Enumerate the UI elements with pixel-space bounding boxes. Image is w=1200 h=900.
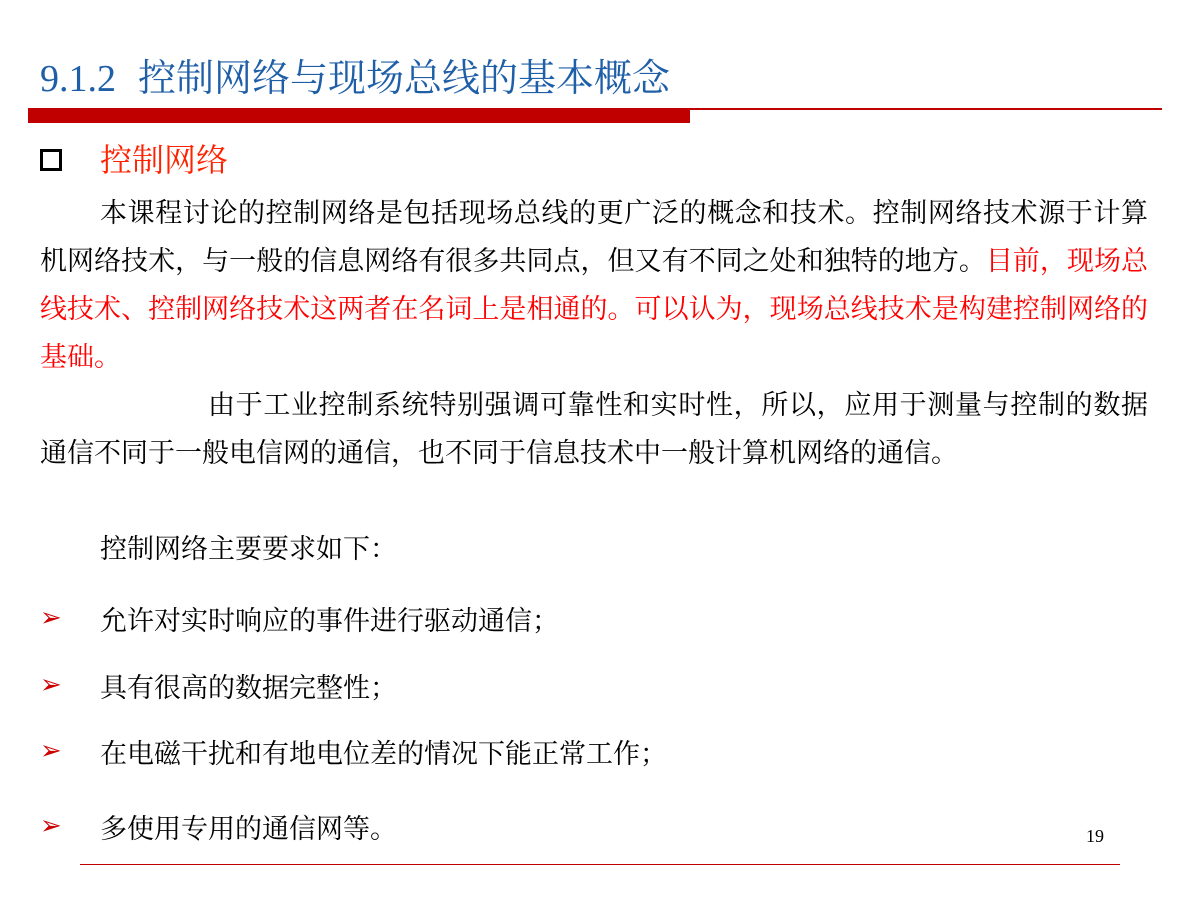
paragraph-3: 控制网络主要要求如下：	[100, 534, 397, 565]
slide-title	[40, 52, 670, 104]
paragraph-2: 由于工业控制系统特别强调可靠性和实时性，所以，应用于测量与控制的数据通信不同于一般电信网的通信，也不同于信息技术中一般计算机网络的通信。	[40, 390, 1148, 469]
paragraph-1-text: 本课程讨论的控制网络是包括现场总线的更广泛的概念和技术。控制网络技术源于计算机网络技术，与一般的信息网络有很多共同点，但又有不同之处和独特的地方。	[40, 198, 1148, 277]
title-text: 控制网络与现场总线的基本概念	[138, 56, 671, 100]
bullet-text: 多使用专用的通信网等。	[100, 813, 397, 845]
paragraph-1-highlight: 目前，现场总线技术、控制网络技术这两者在名词上是相通的。可以认为，现场总线技术是构建控制网络的基础。	[40, 246, 1148, 373]
bullet-item	[40, 596, 559, 640]
title-number: 9.1.2	[40, 58, 116, 100]
paragraph-1	[40, 190, 1148, 382]
arrow-bullet-icon: ➢	[40, 811, 62, 841]
page-number: 19	[1086, 826, 1104, 846]
title-underline-thick	[28, 110, 690, 123]
section-heading	[40, 138, 228, 182]
arrow-bullet-icon: ➢	[40, 736, 62, 766]
bullet-item	[40, 663, 397, 707]
section-label: 控制网络	[100, 141, 229, 179]
bullet-item	[40, 804, 397, 848]
arrow-bullet-icon: ➢	[40, 670, 62, 700]
arrow-bullet-icon: ➢	[40, 603, 62, 633]
checkbox-square-icon	[40, 149, 62, 171]
bullet-item	[40, 729, 667, 773]
bullet-text: 允许对实时响应的事件进行驱动通信；	[100, 605, 559, 637]
footer-rule	[80, 864, 1120, 865]
bullet-text: 在电磁干扰和有地电位差的情况下能正常工作；	[100, 738, 667, 770]
bullet-text: 具有很高的数据完整性；	[100, 672, 397, 704]
